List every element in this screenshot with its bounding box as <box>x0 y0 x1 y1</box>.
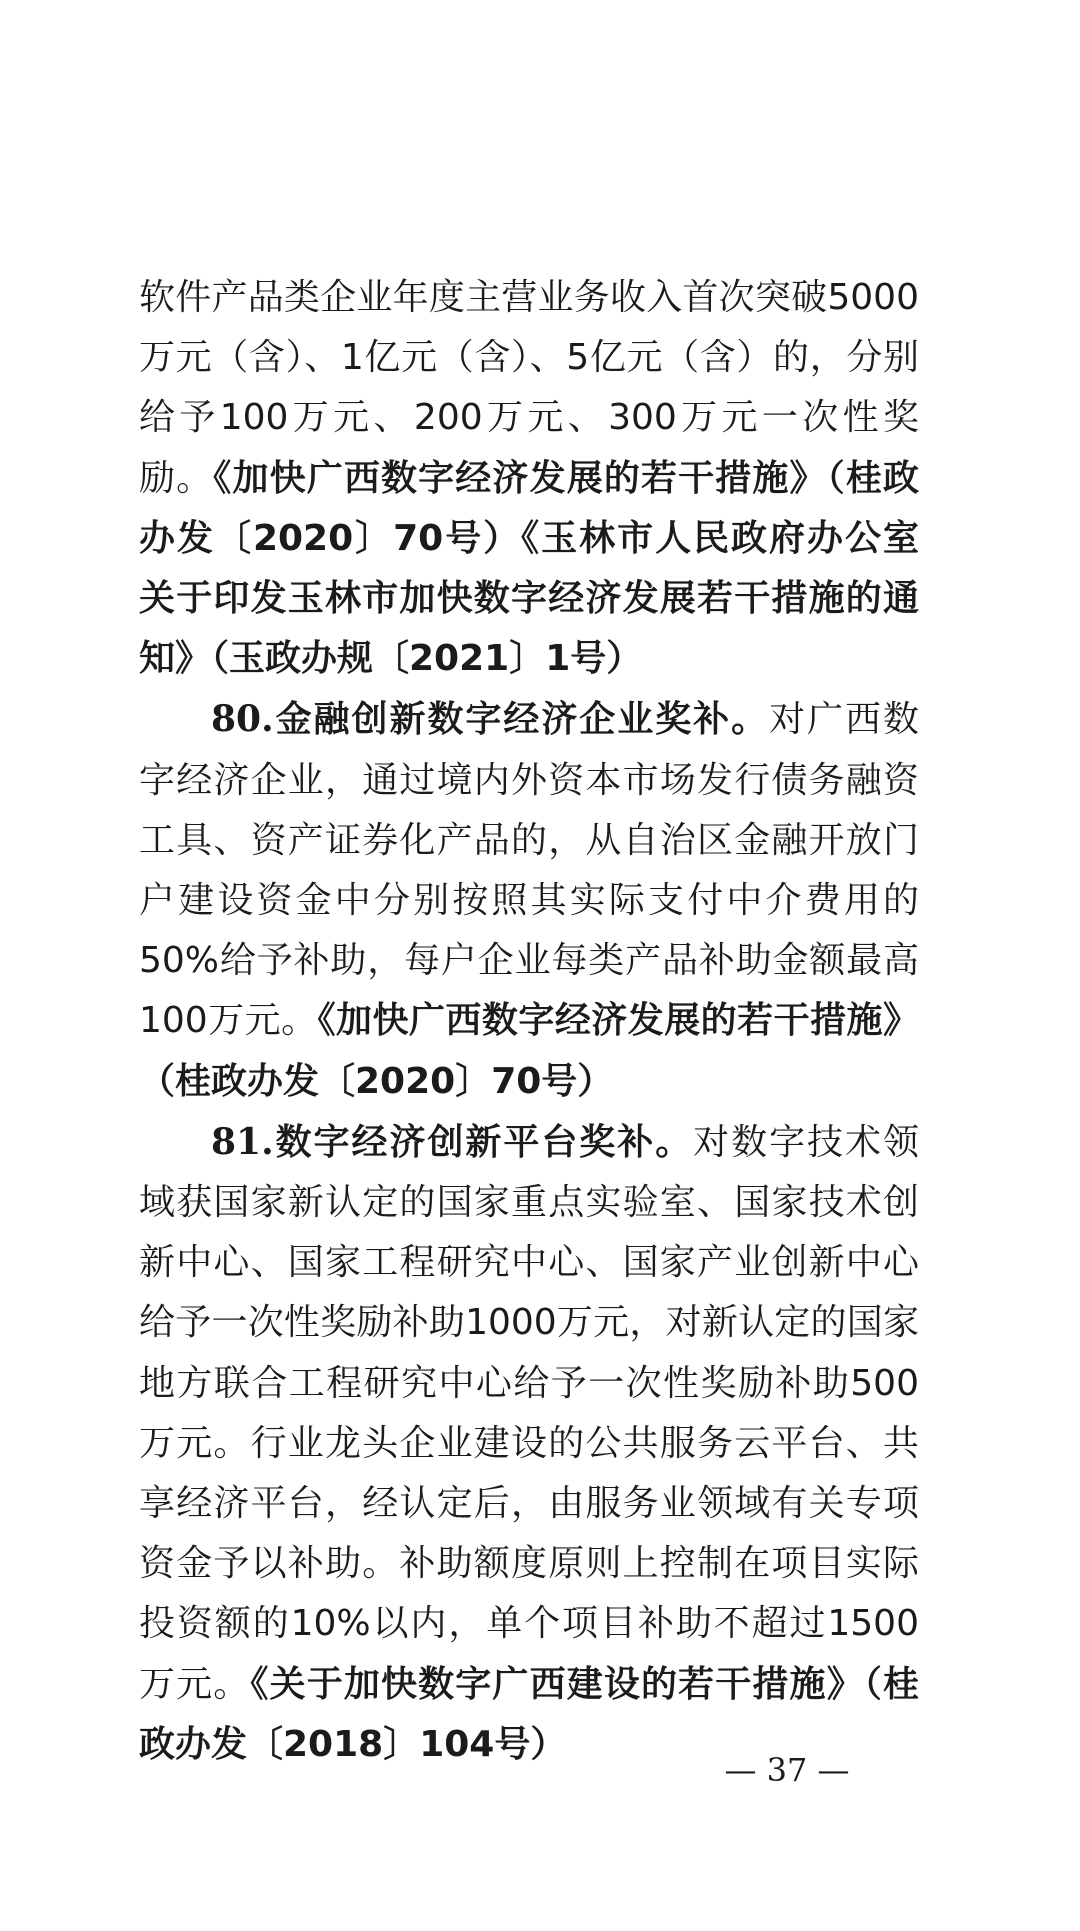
document-body <box>139 268 919 1775</box>
paragraph-title: 80.金融创新数字经济企业奖补。 <box>211 698 770 741</box>
paragraph-80-financial-innovation <box>139 689 919 1111</box>
page-number: — 37 — <box>724 1751 850 1789</box>
paragraph-software-revenue-reward <box>139 268 919 689</box>
paragraph-text: 对广西数字经济企业，通过境内外资本市场发行债务融资工具、资产证券化产品的，从自治区金融开放门户建设资金中分别按照其实际支付中介费用的50%给予补助，每户企业每类产品补助金额最高100万元。 <box>139 699 919 1042</box>
paragraph-text: 对数字技术领域获国家新认定的国家重点实验室、国家技术创新中心、国家工程研究中心、国家产业创新中心给予一次性奖励补助1000万元，对新认定的国家地方联合工程研究中心给予一次性奖励补助500万元。行业龙头企业建设的公共服务云平台、共享经济平台，经认定后，由服务业领域有关专项资金予以补助。补助额度原则上控制在项目实际投资额的10%以内，单个项目补助不超过1500万元。 <box>139 1121 919 1705</box>
policy-source: 《加快广西数字经济发展的若干措施》（桂政办发〔2020〕70号）《玉林市人民政府办公室关于印发玉林市加快数字经济发展若干措施的通知》（玉政办规〔2021〕1号） <box>139 457 919 680</box>
paragraph-text: 软件产品类企业年度主营业务收入首次突破5000万元（含）、1亿元（含）、5亿元（含）的，分别给予100万元、200万元、300万元一次性奖励。 <box>139 277 919 499</box>
policy-source: 《加快广西数字经济发展的若干措施》（桂政办发〔2020〕70号） <box>139 1000 919 1102</box>
policy-source: 《关于加快数字广西建设的若干措施》（桂政办发〔2018〕104号） <box>139 1663 919 1765</box>
paragraph-title: 81.数字经济创新平台奖补。 <box>211 1120 694 1163</box>
paragraph-81-innovation-platform <box>139 1112 919 1775</box>
